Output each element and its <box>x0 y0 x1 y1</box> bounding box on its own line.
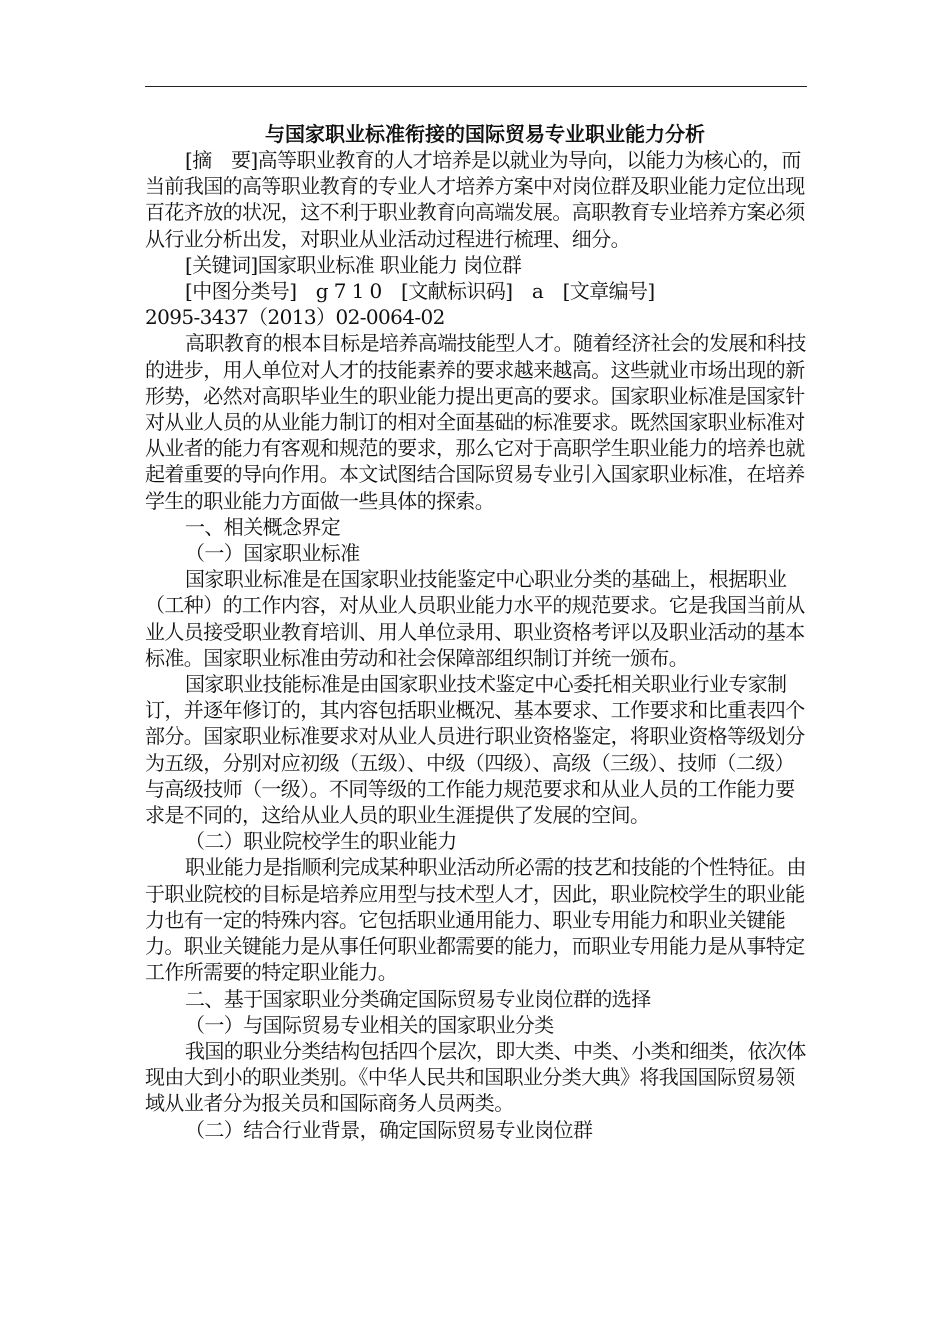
body-paragraph: 高职教育的根本目标是培养高端技能型人才。随着经济社会的发展和科技的进步，用人单位对人才的技能素养的要求越来越高。这些就业市场出现的新形势，必然对高职毕业生的职业能力提出更高的要求。国家职业标准是国家针对从业人员的从业能力制订的相对全面基础的标准要求。既然国家职业标准对从业者的能力有客观和规范的要求，那么它对于高职学生职业能力的培养也就起着重要的导向作用。本文试图结合国际贸易专业引入国家职业标准，在培养学生的职业能力方面做一些具体的探索。 <box>145 331 806 513</box>
subsection-heading: （一）国家职业标准 <box>185 541 360 566</box>
subsection-heading: （一）与国际贸易专业相关的国家职业分类 <box>185 1012 554 1037</box>
body-paragraph: 国家职业技能标准是由国家职业技术鉴定中心委托相关职业行业专家制订，并逐年修订的，其内容包括职业概况、基本要求、工作要求和比重表四个部分。国家职业标准要求对从业人员进行职业资格鉴定，将职业资格等级划分为五级，分别对应初级（五级）、中级（四级）、高级（三级）、技师（二级）与高级技师（一级）。不同等级的工作能力规范要求和从业人员的工作能力要求是不同的，这给从业人员的职业生涯提供了发展的空间。 <box>145 672 805 828</box>
header-rule <box>145 86 807 87</box>
keywords-text: 国家职业标准 职业能力 岗位群 <box>257 252 522 277</box>
classification <box>145 278 807 330</box>
keywords-label: [关键词] <box>185 252 258 277</box>
abstract-text: 高等职业教育的人才培养是以就业为导向，以能力为核心的，而当前我国的高等职业教育的专业人才培养方案中对岗位群及职业能力定位出现百花齐放的状况，这不利于职业教育向高端发展。高职教育专业培养方案必须从行业分析出发，对职业从业活动过程进行梳理、细分。 <box>145 148 805 251</box>
paper-title: 与国家职业标准衔接的国际贸易专业职业能力分析 <box>265 122 705 146</box>
paper-body <box>145 147 807 1143</box>
body-paragraph: 国家职业标准是在国家职业技能鉴定中心职业分类的基础上，根据职业（工种）的工作内容，对从业人员职业能力水平的规范要求。它是我国当前从业人员接受职业教育培训、用人单位录用、职业资格考评以及职业活动的基本标准。国家职业标准由劳动和社会保障部组织制订并统一颁布。 <box>145 567 805 670</box>
section-heading: 二、基于国家职业分类确定国际贸易专业岗位群的选择 <box>185 986 651 1011</box>
abstract-label: [摘 要] <box>185 148 258 172</box>
keywords <box>145 252 807 278</box>
classification-line-2: 2095-3437（2013）02-0064-02 <box>145 305 445 330</box>
abstract <box>145 147 807 252</box>
body-paragraph: 职业能力是指顺利完成某种职业活动所必需的技艺和技能的个性特征。由于职业院校的目标是培养应用型与技术型人才，因此，职业院校学生的职业能力也有一定的特殊内容。它包括职业通用能力、职业专用能力和职业关键能力。职业关键能力是从事任何职业都需要的能力，而职业专用能力是从事特定工作所需要的特定职业能力。 <box>145 855 806 985</box>
subsection-heading: （二）结合行业背景，确定国际贸易专业岗位群 <box>185 1117 593 1142</box>
section-heading: 一、相关概念界定 <box>185 514 341 539</box>
body-paragraph: 我国的职业分类结构包括四个层次，即大类、中类、小类和细类，依次体现由大到小的职业类别。《中华人民共和国职业分类大典》将我国国际贸易领域从业者分为报关员和国际商务人员两类。 <box>145 1038 806 1116</box>
classification-line-1: [中图分类号] g 7 1 0 [文献标识码] a [文章编号] <box>185 279 655 304</box>
subsection-heading: （二）职业院校学生的职业能力 <box>185 829 457 854</box>
